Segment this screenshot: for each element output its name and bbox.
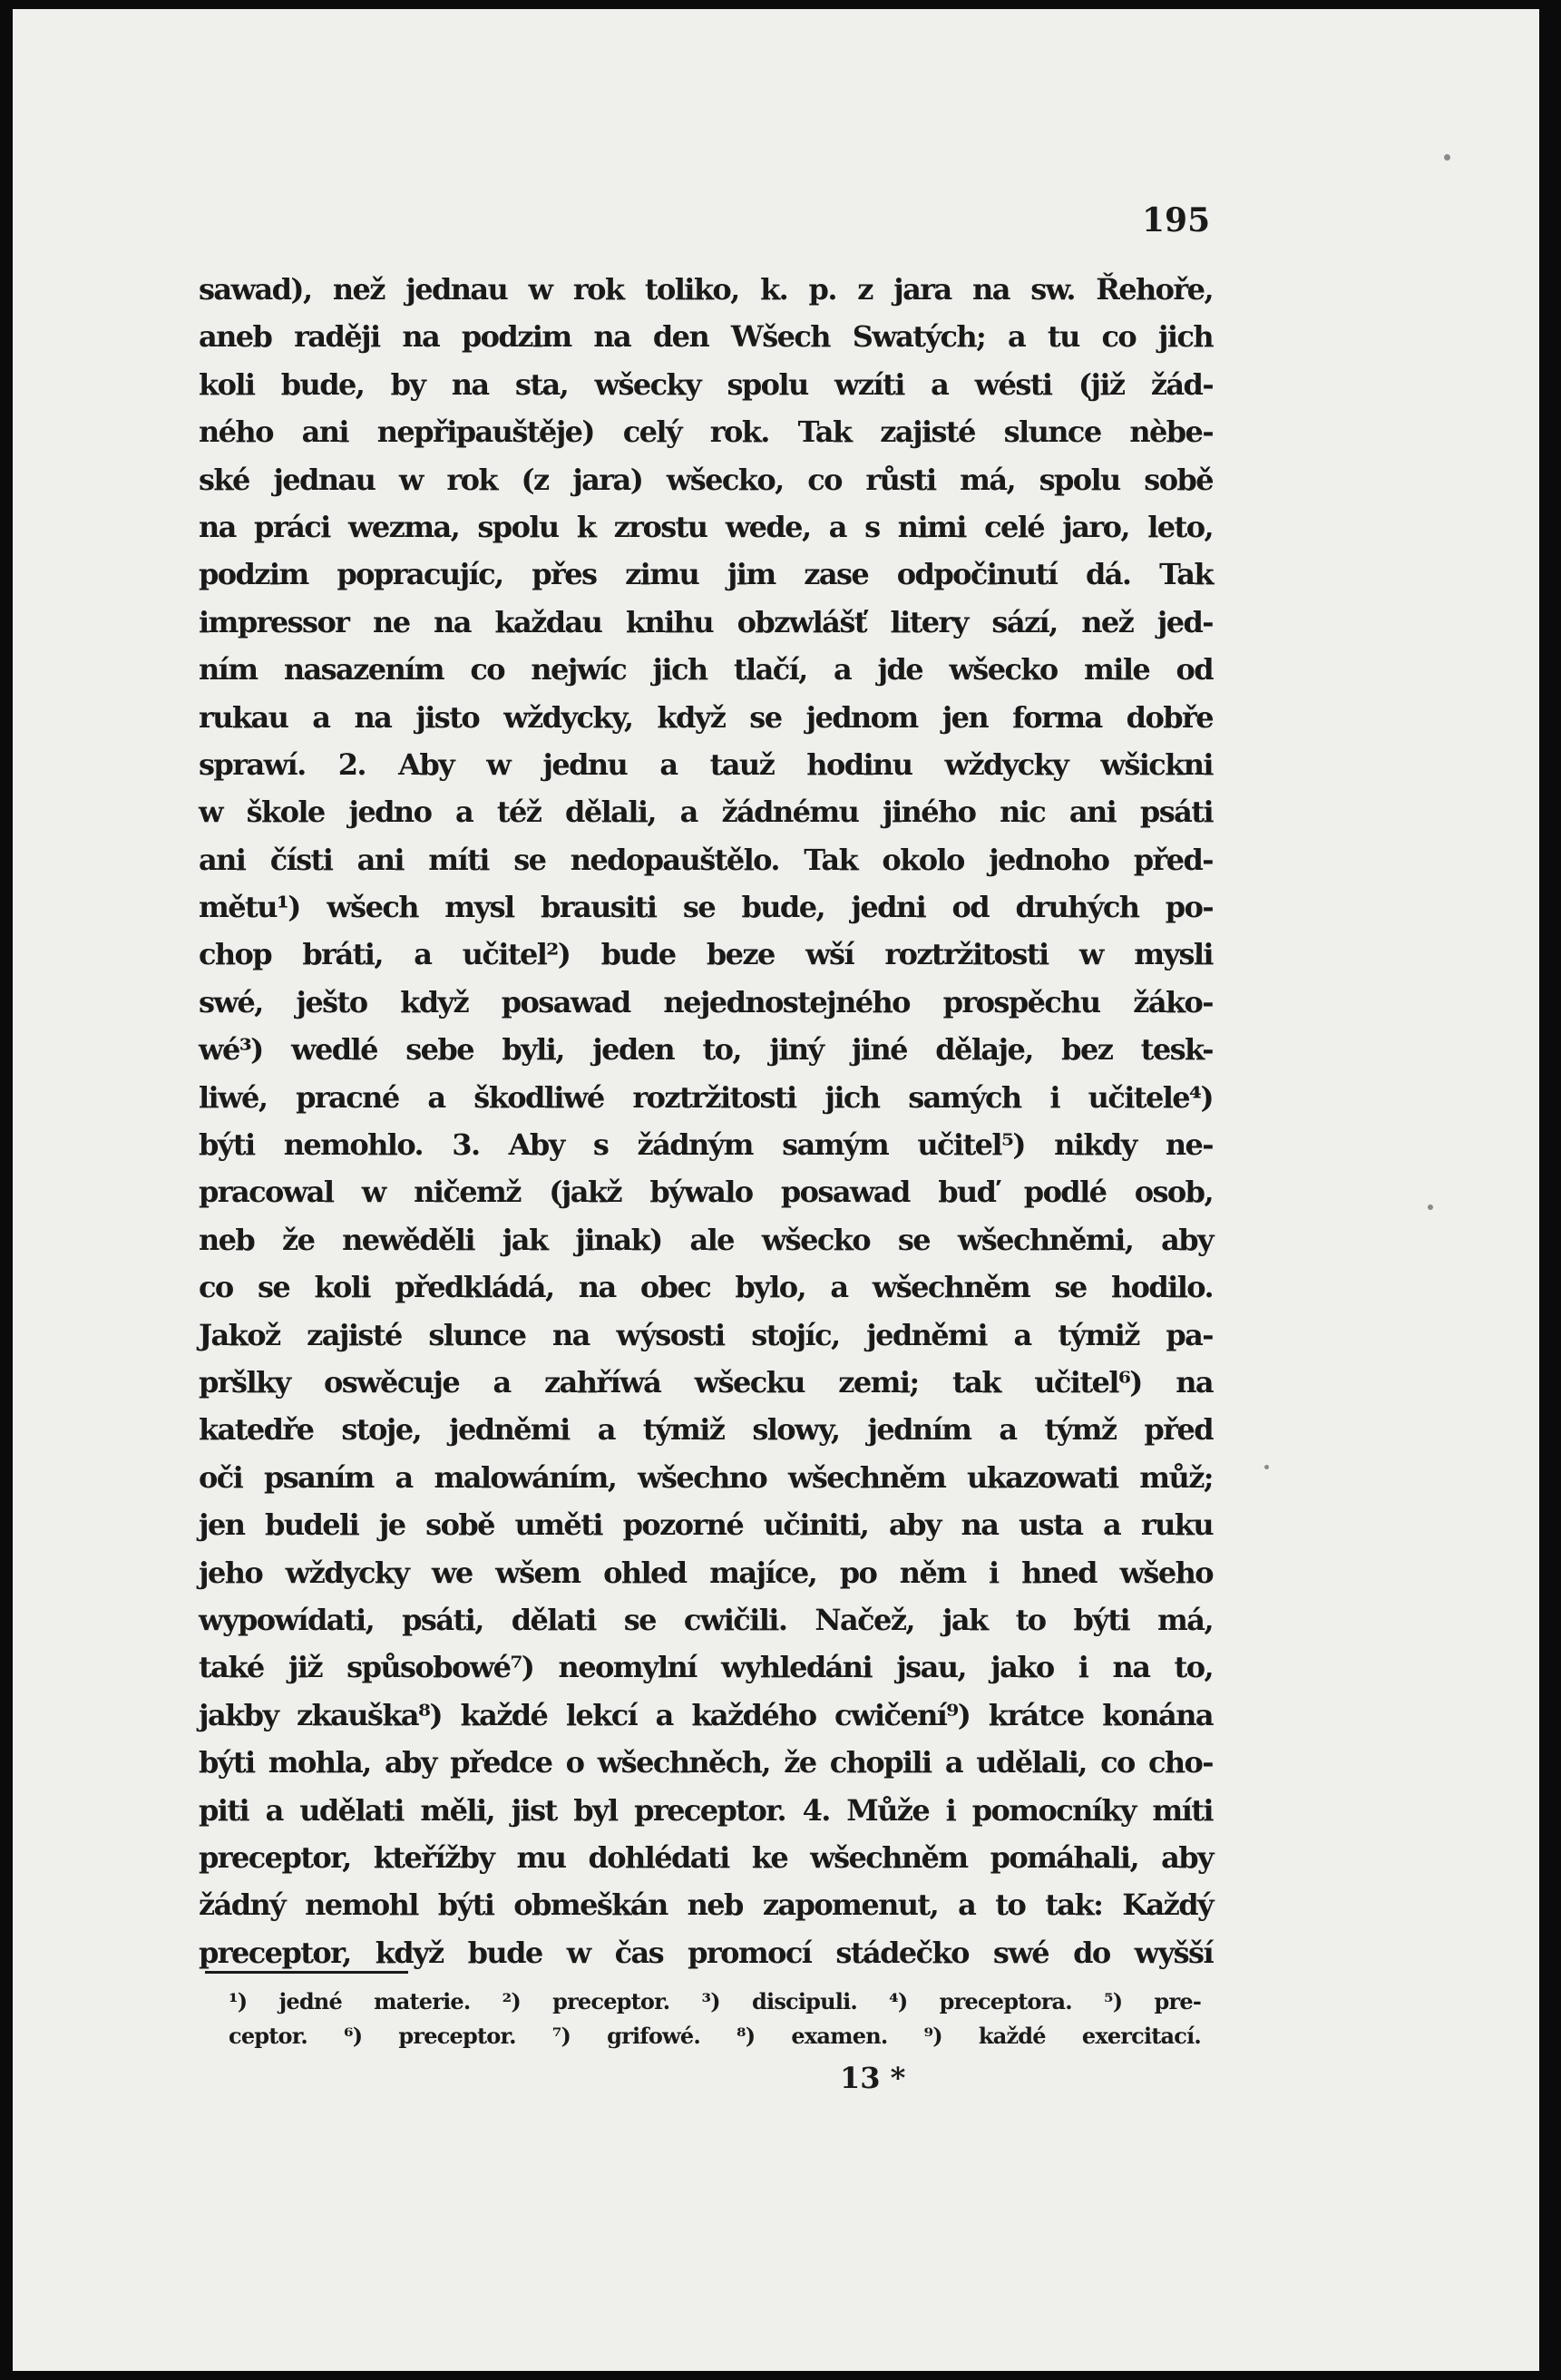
paper-speck (1444, 154, 1450, 161)
text-line: preceptor, když bude w čas promocí stádečko swé do wyšší (199, 1935, 1213, 1970)
text-line: také již spůsobowé⁷) neomylní wyhledáni jsau, jako i na to, (199, 1650, 1213, 1685)
text-line: ani čísti ani míti se nedopauštělo. Tak okolo jednoho před- (199, 842, 1213, 877)
text-line: jakby zkauška⁸) každé lekcí a každého cwičení⁹) krátce konána (199, 1697, 1213, 1732)
text-line: rukau a na jisto wždycky, když se jednom jen forma dobře (199, 699, 1213, 735)
text-line: w škole jedno a též dělali, a žádnému jiného nic ani psáti (199, 795, 1213, 830)
paper-speck (1264, 1465, 1269, 1469)
footnote-line: ceptor. ⁶) preceptor. ⁷) grifowé. ⁸) examen. ⁹) každé exercitací. (229, 2023, 1201, 2049)
body-text (199, 266, 1213, 1976)
text-line: aneb raději na podzim na den Wšech Swatých; a tu co jich (199, 319, 1213, 355)
footnote-separator (205, 1971, 408, 1974)
footnotes (229, 1985, 1201, 2053)
text-line: katedře stoje, jedněmi a týmiž slowy, jedním a týmž před (199, 1412, 1213, 1448)
text-line: ské jednau w rok (z jara) wšecko, co růsti má, spolu sobě (199, 462, 1213, 497)
text-line: chop bráti, a učitel²) bude beze wší roztržitosti w mysli (199, 937, 1213, 972)
text-line: wé³) wedlé sebe byli, jeden to, jiný jiné dělaje, bez tesk- (199, 1032, 1213, 1068)
text-line: podzim popracujíc, přes zimu jim zase odpočinutí dá. Tak (199, 557, 1213, 592)
text-line: wypowídati, psáti, dělati se cwičili. Načež, jak to býti má, (199, 1602, 1213, 1637)
text-line: co se koli předkládá, na obec bylo, a wšechněm se hodilo. (199, 1270, 1213, 1305)
page-number: 195 (1142, 201, 1211, 239)
text-line: ním nasazením co nejwíc jich tlačí, a jde wšecko mile od (199, 652, 1213, 688)
footnote-line: ¹) jedné materie. ²) preceptor. ³) discipuli. ⁴) preceptora. ⁵) pre- (229, 1988, 1201, 2014)
text-line: jeho wždycky we wšem ohled majíce, po něm i hned wšeho (199, 1555, 1213, 1590)
text-line: ného ani nepřipauštěje) celý rok. Tak zajisté slunce nèbe- (199, 415, 1213, 450)
book-page (13, 9, 1539, 2371)
text-line: sawad), než jednau w rok toliko, k. p. z jara na sw. Řehoře, (199, 272, 1213, 307)
text-line: piti a udělati měli, jist byl preceptor. 4. Může i pomocníky míti (199, 1792, 1213, 1828)
text-line: žádný nemohl býti obmeškán neb zapomenut, a to tak: Každý (199, 1887, 1213, 1923)
text-line: pracowal w ničemž (jakž býwalo posawad buď podlé osob, (199, 1175, 1213, 1210)
text-line: pršlky oswěcuje a zahříwá wšecku zemi; tak učitel⁶) na (199, 1364, 1213, 1400)
text-line: koli bude, by na sta, wšecky spolu wzíti a wésti (již žád- (199, 366, 1213, 402)
text-line: impressor ne na každau knihu obzwlášť litery sází, než jed- (199, 604, 1213, 639)
text-line: sprawí. 2. Aby w jednu a tauž hodinu wždycky wšickni (199, 746, 1213, 782)
text-line: býti mohla, aby předce o wšechněch, že chopili a udělali, co cho- (199, 1745, 1213, 1780)
text-line: swé, ješto když posawad nejednostejného prospěchu žáko- (199, 984, 1213, 1019)
text-line: oči psaním a malowáním, wšechno wšechněm ukazowati můž; (199, 1459, 1213, 1495)
signature-mark: 13 * (840, 2061, 906, 2095)
text-line: na práci wezma, spolu k zrostu wede, a s nimi celé jaro, leto, (199, 509, 1213, 544)
paper-speck (1428, 1205, 1433, 1210)
text-line: jen budeli je sobě uměti pozorné učiniti, aby na usta a ruku (199, 1507, 1213, 1543)
text-line: býti nemohlo. 3. Aby s žádným samým učitel⁵) nikdy ne- (199, 1127, 1213, 1163)
text-line: neb že newěděli jak jinak) ale wšecko se wšechněmi, aby (199, 1222, 1213, 1257)
text-line: preceptor, kteřížby mu dohlédati ke wšechněm pomáhali, aby (199, 1839, 1213, 1875)
text-line: Jakož zajisté slunce na wýsosti stojíc, jedněmi a týmiž pa- (199, 1317, 1213, 1352)
text-line: mětu¹) wšech mysl brausiti se bude, jedni od druhých po- (199, 890, 1213, 925)
text-line: liwé, pracné a škodliwé roztržitosti jich samých i učitele⁴) (199, 1079, 1213, 1115)
